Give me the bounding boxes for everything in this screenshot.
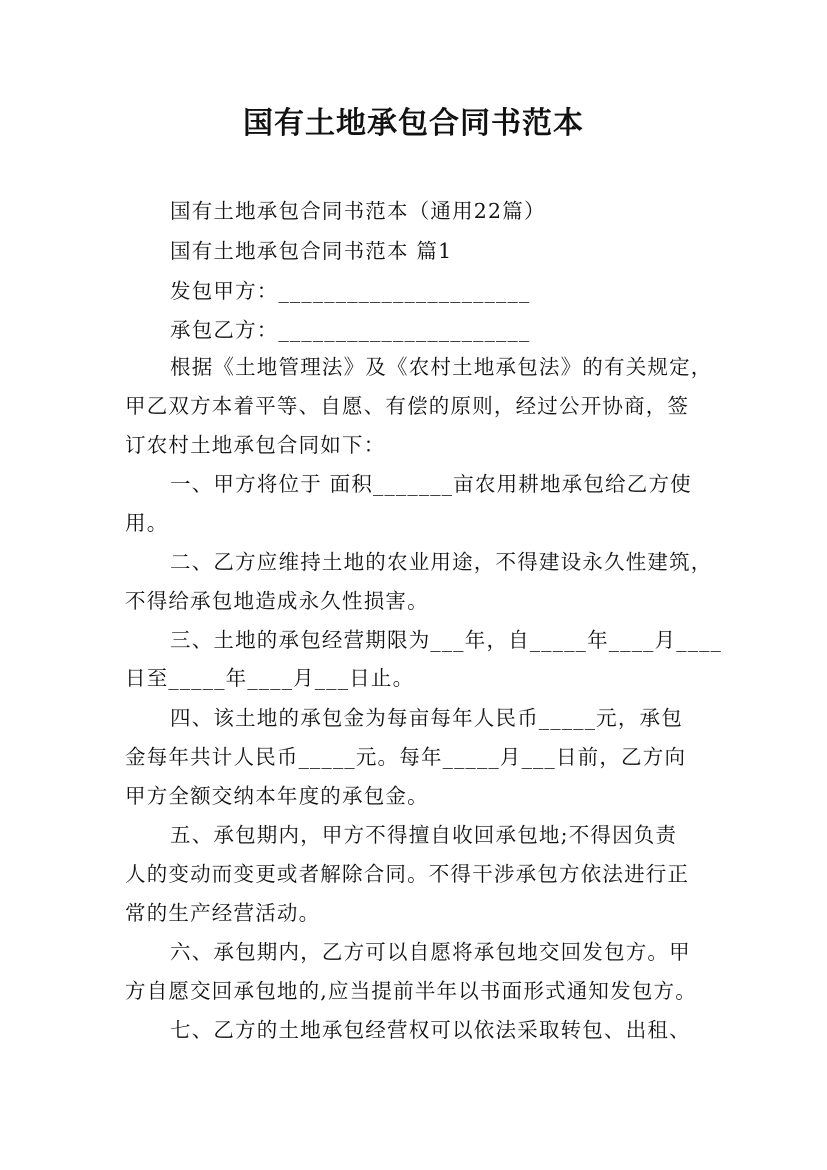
clause-5-line: 人的变动而变更或者解除合同。不得干涉承包方依法进行正 bbox=[125, 862, 690, 886]
clause-1-line: 一、甲方将位于 面积_______亩农用耕地承包给乙方使 bbox=[170, 472, 692, 496]
paragraph-line: 订农村土地承包合同如下： bbox=[125, 433, 386, 457]
clause-2-line: 二、乙方应维持土地的农业用途，不得建设永久性建筑， bbox=[170, 550, 713, 574]
section-heading: 国有土地承包合同书范本 篇1 bbox=[170, 239, 453, 263]
clause-3-line: 三、土地的承包经营期限为___年，自_____年____月____ bbox=[170, 628, 723, 652]
clause-6-line: 方自愿交回承包地的,应当提前半年以书面形式通知发包方。 bbox=[125, 979, 697, 1003]
clause-4-line: 金每年共计人民币_____元。每年_____月___日前，乙方向 bbox=[125, 745, 687, 769]
clause-1-line: 用。 bbox=[125, 511, 169, 535]
paragraph-line: 甲乙双方本着平等、自愿、有偿的原则，经过公开协商，签 bbox=[125, 394, 690, 418]
clause-3-line: 日至_____年____月___日止。 bbox=[125, 666, 415, 690]
clause-2-line: 不得给承包地造成永久性损害。 bbox=[125, 589, 429, 613]
party-a-field: 发包甲方：______________________ bbox=[170, 279, 531, 303]
clause-7-line: 七、乙方的土地承包经营权可以依法采取转包、出租、 bbox=[170, 1018, 691, 1042]
clause-4-line: 四、该土地的承包金为每亩每年人民币_____元，承包 bbox=[170, 706, 683, 730]
document-title: 国有土地承包合同书范本 bbox=[243, 106, 584, 141]
subtitle-line: 国有土地承包合同书范本（通用22篇） bbox=[170, 199, 546, 223]
clause-6-line: 六、承包期内，乙方可以自愿将承包地交回发包方。甲 bbox=[170, 940, 691, 964]
clause-5-line: 常的生产经营活动。 bbox=[125, 901, 321, 925]
clause-5-line: 五、承包期内，甲方不得擅自收回承包地;不得因负责 bbox=[170, 823, 678, 847]
clause-4-line: 甲方全额交纳本年度的承包金。 bbox=[125, 784, 429, 808]
party-b-field: 承包乙方：______________________ bbox=[170, 318, 531, 342]
paragraph-line: 根据《土地管理法》及《农村土地承包法》的有关规定， bbox=[170, 355, 713, 379]
